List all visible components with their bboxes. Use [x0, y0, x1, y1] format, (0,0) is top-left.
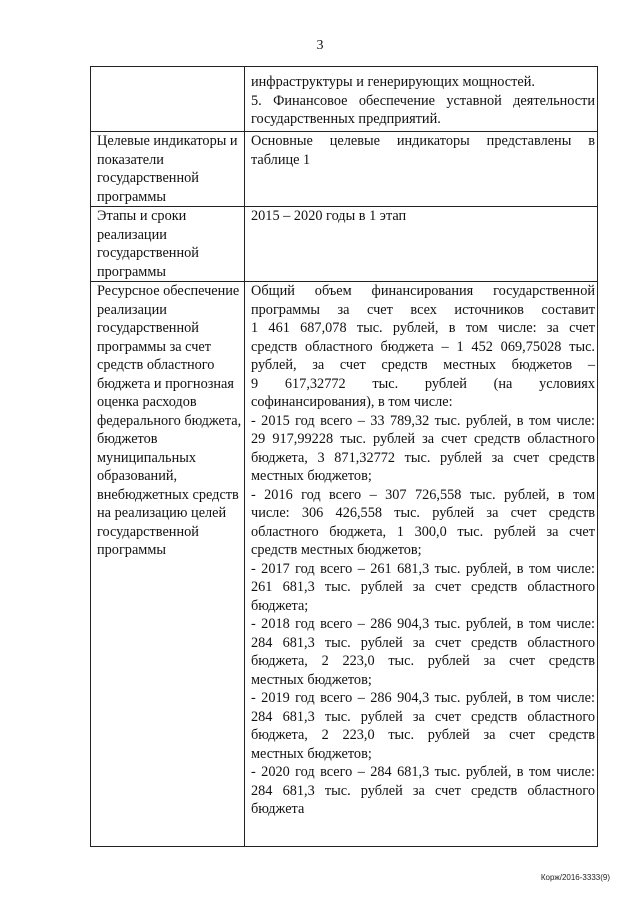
- row-label-target-indicators: Целевые индикаторы и показатели государственной программы: [91, 132, 245, 207]
- text-line: таблице 1: [251, 151, 311, 168]
- page-number: 3: [316, 38, 324, 53]
- row-value-stages: [245, 207, 598, 282]
- text-line: бюджета;: [251, 597, 309, 614]
- text-line: 261 681,3 тыс. рублей за счет средств областного: [251, 579, 595, 595]
- text-line: Основные целевые индикаторы представлены в: [251, 133, 595, 149]
- text-line: программы за счет всех источников составит: [251, 301, 595, 318]
- text-line: Общий объем финансирования государственной: [251, 283, 595, 299]
- text-line: - 2020 год всего – 284 681,3 тыс. рублей, в том числе:: [251, 764, 595, 780]
- text-line: бюджета, 2 223,0 тыс. рублей за счет средств: [251, 727, 595, 743]
- text-line: - 2018 год всего – 286 904,3 тыс. рублей, в том числе:: [251, 616, 595, 632]
- text-line: 284 681,3 тыс. рублей за счет средств областного: [251, 708, 595, 725]
- row-value-target-indicators: [245, 132, 598, 207]
- text-line: бюджета: [251, 801, 305, 817]
- text-line: 29 917,99228 тыс. рублей за счет средств областного: [251, 431, 595, 447]
- text-line: - 2016 год всего – 307 726,558 тыс. рублей, в том: [251, 486, 595, 503]
- program-passport-table: [90, 66, 598, 847]
- text-line: инфраструктуры и генерирующих мощностей.: [251, 74, 535, 90]
- table-row: [91, 132, 598, 207]
- text-line: 284 681,3 тыс. рублей за счет средств областного: [251, 782, 595, 799]
- text-line: числе: 306 426,558 тыс. рублей за счет средств: [251, 505, 595, 521]
- row-label-resources: Ресурсное обеспечение реализации государственной программы за счет средств областного бюджета и прогнозная оценка расходов федерального бюджета, бюджетов муниципальных образований, внебюджетных средств на реализацию целей государственной программы: [91, 282, 245, 847]
- text-line: софинансирования), в том числе:: [251, 394, 453, 410]
- text-line: 2015 – 2020 годы в 1 этап: [251, 208, 407, 224]
- text-line: бюджета, 3 871,32772 тыс. рублей за счет средств: [251, 449, 595, 466]
- row-value-resources: [245, 282, 598, 847]
- text-line: - 2017 год всего – 261 681,3 тыс. рублей, в том числе:: [251, 560, 595, 577]
- text-line: 284 681,3 тыс. рублей за счет средств областного: [251, 634, 595, 651]
- text-line: средств местных бюджетов;: [251, 542, 422, 558]
- row-label-stages: Этапы и сроки реализации государственной программы: [91, 207, 245, 282]
- text-line: бюджета, 2 223,0 тыс. рублей за счет средств: [251, 653, 595, 669]
- row-label-cell: [91, 67, 245, 132]
- text-line: 9 617,32772 тыс. рублей (на условиях: [251, 375, 595, 392]
- table-row: [91, 67, 598, 132]
- text-line: - 2019 год всего – 286 904,3 тыс. рублей, в том числе:: [251, 690, 595, 706]
- text-line: - 2015 год всего – 33 789,32 тыс. рублей, в том числе:: [251, 412, 595, 429]
- text-line: местных бюджетов;: [251, 745, 372, 762]
- text-line: местных бюджетов;: [251, 468, 372, 484]
- text-line: 5. Финансовое обеспечение уставной деятельности: [251, 92, 595, 109]
- text-line: 1 461 687,078 тыс. рублей, в том числе: за счет: [251, 320, 595, 336]
- text-line: рублей, за счет средств местных бюджетов –: [251, 357, 595, 373]
- table-row: [91, 207, 598, 282]
- text-line: средств областного бюджета – 1 452 069,75028 тыс.: [251, 338, 595, 355]
- text-line: местных бюджетов;: [251, 671, 372, 688]
- document-code: Корж/2016-3333(9): [540, 873, 610, 882]
- row-value-cell: [245, 67, 598, 132]
- text-line: государственных предприятий.: [251, 111, 441, 127]
- table-row: [91, 282, 598, 847]
- text-line: областного бюджета, 1 300,0 тыс. рублей за счет: [251, 523, 595, 540]
